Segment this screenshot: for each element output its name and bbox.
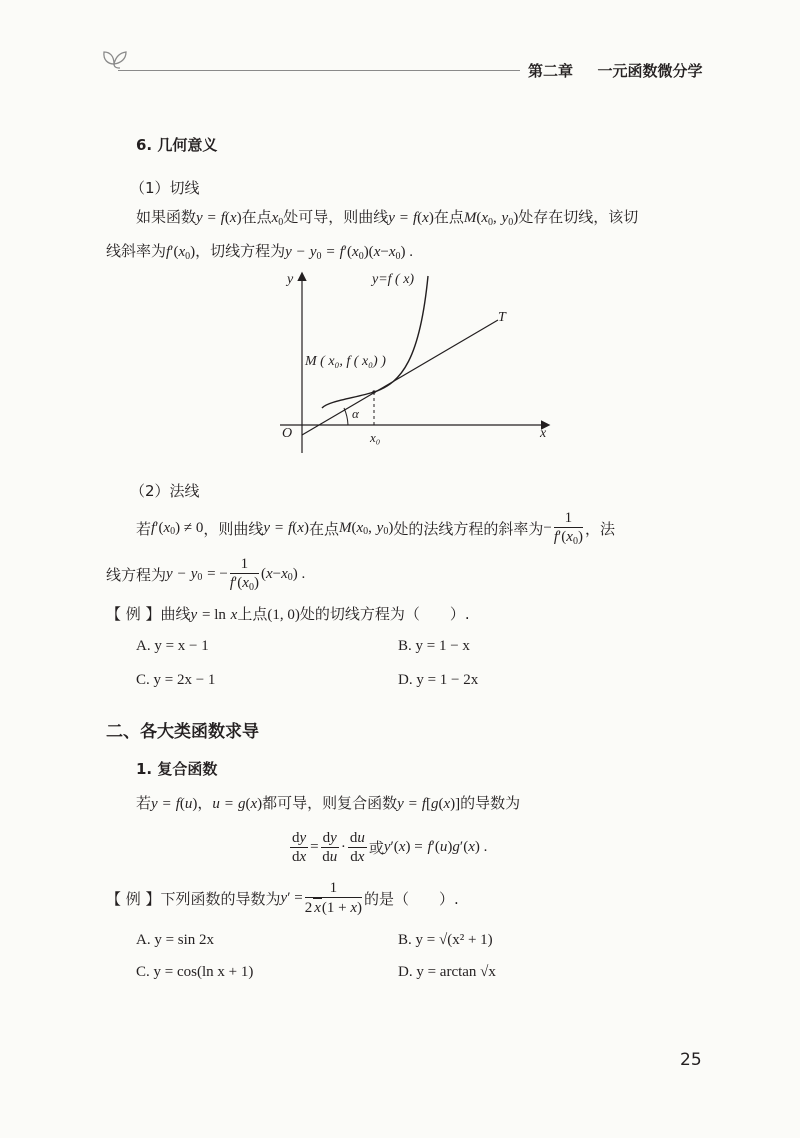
- figure-y-label: y: [287, 272, 294, 287]
- figure-alpha-label: α: [352, 406, 359, 421]
- header-chapter: [528, 60, 703, 81]
- example1-option-c[interactable]: C. y = 2x − 1: [136, 672, 216, 688]
- angle-arc: [344, 408, 348, 425]
- example1-option-d[interactable]: D. y = 1 − 2x: [398, 672, 479, 688]
- subsection-tangent-title: （1）切线: [130, 179, 200, 197]
- point-M: [372, 390, 375, 393]
- example2-question: 【 例 】下列函数的导数为 y ′ = $\frac{1}{2 x(1 + x)}$ 的是（ ）.: [106, 880, 459, 916]
- tangent-paragraph-line2: 线斜率为$f'(x_0)$，切线方程为$y - y_0 = f'(x_0)(x-x_0)$ .: [106, 242, 413, 262]
- header-leaf-icon: [98, 46, 132, 70]
- figure-M-label: M ( x₀, f ( x₀) ): [305, 354, 386, 369]
- composite-paragraph: 若y = f(u)，u = g(x)都可导，则复合函数y = f[g(x)]的导数为: [136, 794, 521, 812]
- normal-paragraph-line2: 线方程为 y − y 0 = − $\frac{1}{f'(x_0)}$ ( x − x 0 ) .: [106, 555, 306, 593]
- chapter-number: 第二章: [528, 62, 574, 80]
- example2-option-b[interactable]: B. y = √(x² + 1): [398, 932, 493, 948]
- example1-option-a[interactable]: A. y = x − 1: [136, 638, 209, 654]
- section-title-geometric-meaning: 6. 几何意义: [136, 136, 218, 154]
- chapter-title: 一元函数微分学: [597, 62, 703, 80]
- subsection-normal-title: （2）法线: [130, 482, 200, 500]
- example1-question: 【 例 】曲线y = ln x上点(1, 0)处的切线方程为（ ）.: [106, 605, 470, 623]
- example2-option-c[interactable]: C. y = cos(ln x + 1): [136, 964, 254, 980]
- part2-title: 二、各大类函数求导: [106, 722, 259, 742]
- tangent-paragraph-line1: 如果函数y = f(x)在点$x_0$处可导，则曲线y = f(x)在点$M(x_0$, $y_0$)处存在切线，该切: [136, 208, 639, 228]
- example2-option-a[interactable]: A. y = sin 2x: [136, 932, 215, 948]
- example1-option-b[interactable]: B. y = 1 − x: [398, 638, 470, 654]
- figure-T-label: T: [498, 310, 506, 325]
- chain-rule-formula: $\frac{dy}{dx}$ = $\frac{dy}{du}$ · $\frac{du}{dx}$ 或 y ′( x ) = f ′( u ) g ′( x ) .: [292, 829, 488, 865]
- tangent-figure: [270, 268, 560, 458]
- figure-curve-label: y=f ( x): [372, 272, 415, 287]
- normal-paragraph-line1: 若 f ′( x 0 ) ≠ 0 ，则曲线 y = f ( x ) 在点 M ( x 0 , y 0 ) 处的法线方程的斜率为 − $\frac{1}{f'(x_0)}$ ，法: [136, 509, 615, 547]
- tangent-line-T: [302, 320, 498, 435]
- figure-x-label: x: [540, 426, 547, 441]
- example2-option-d[interactable]: D. y = arctan √x: [398, 964, 496, 980]
- page-number: 25: [680, 1050, 702, 1070]
- figure-origin-label: O: [282, 426, 293, 441]
- composite-function-title: 1. 复合函数: [136, 760, 218, 778]
- header-rule: [118, 70, 520, 71]
- curve-y-f-x: [322, 276, 428, 408]
- figure-x0-label: x₀: [370, 430, 381, 445]
